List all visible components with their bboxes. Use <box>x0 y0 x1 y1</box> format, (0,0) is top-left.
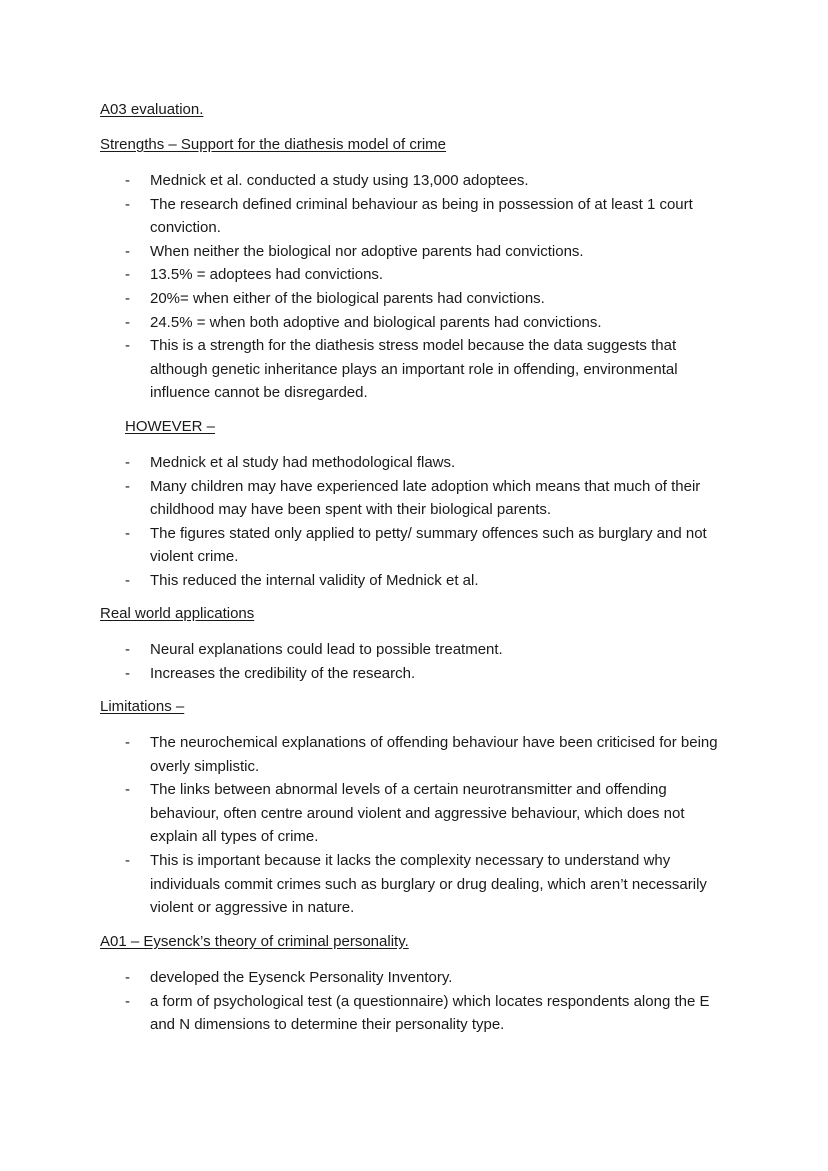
heading-a01-eysenck: A01 – Eysenck’s theory of criminal personality. <box>100 933 409 950</box>
list-item: - The research defined criminal behaviour as being in possession of at least 1 court conviction. <box>0 193 730 240</box>
list-item: - Mednick et al study had methodological flaws. <box>0 451 730 475</box>
list-item: - Many children may have experienced late adoption which means that much of their childhood may have been spent with their biological parents. <box>0 475 730 522</box>
list-item: - The figures stated only applied to petty/ summary offences such as burglary and not violent crime. <box>0 522 730 569</box>
list-item: - The neurochemical explanations of offending behaviour have been criticised for being overly simplistic. <box>0 731 730 778</box>
a01-list <box>0 966 730 1037</box>
list-item: - Neural explanations could lead to possible treatment. <box>0 638 730 662</box>
heading-limitations: Limitations – <box>100 698 185 715</box>
heading-real-world-applications: Real world applications <box>100 605 255 622</box>
however-list <box>0 451 730 593</box>
list-item: - The links between abnormal levels of a certain neurotransmitter and offending behaviour, often centre around violent and aggressive behaviour, which does not explain all types of crime. <box>0 778 730 849</box>
heading-strengths: Strengths – Support for the diathesis model of crime <box>100 136 447 153</box>
list-item: - This is a strength for the diathesis stress model because the data suggests that although genetic inheritance plays an important role in offending, environmental influence cannot be disregarded. <box>0 334 730 405</box>
heading-however: HOWEVER – <box>125 418 216 435</box>
list-item: - 24.5% = when both adoptive and biological parents had convictions. <box>0 311 730 335</box>
heading-a03-evaluation: A03 evaluation. <box>100 101 204 118</box>
real-world-list <box>0 638 730 685</box>
list-item: - a form of psychological test (a questionnaire) which locates respondents along the E and N dimensions to determine their personality type. <box>0 990 730 1037</box>
list-item: - Mednick et al. conducted a study using 13,000 adoptees. <box>0 169 730 193</box>
list-item: - This reduced the internal validity of Mednick et al. <box>0 569 730 593</box>
list-item: - When neither the biological nor adoptive parents had convictions. <box>0 240 730 264</box>
list-item: - Increases the credibility of the research. <box>0 662 730 686</box>
list-item: - 13.5% = adoptees had convictions. <box>0 263 730 287</box>
strengths-list <box>0 169 730 405</box>
list-item: - This is important because it lacks the complexity necessary to understand why individuals commit crimes such as burglary or drug dealing, which aren’t necessarily violent or aggressive in nature. <box>0 849 730 920</box>
list-item: - 20%= when either of the biological parents had convictions. <box>0 287 730 311</box>
limitations-list <box>0 731 730 920</box>
list-item: - developed the Eysenck Personality Inventory. <box>0 966 730 990</box>
